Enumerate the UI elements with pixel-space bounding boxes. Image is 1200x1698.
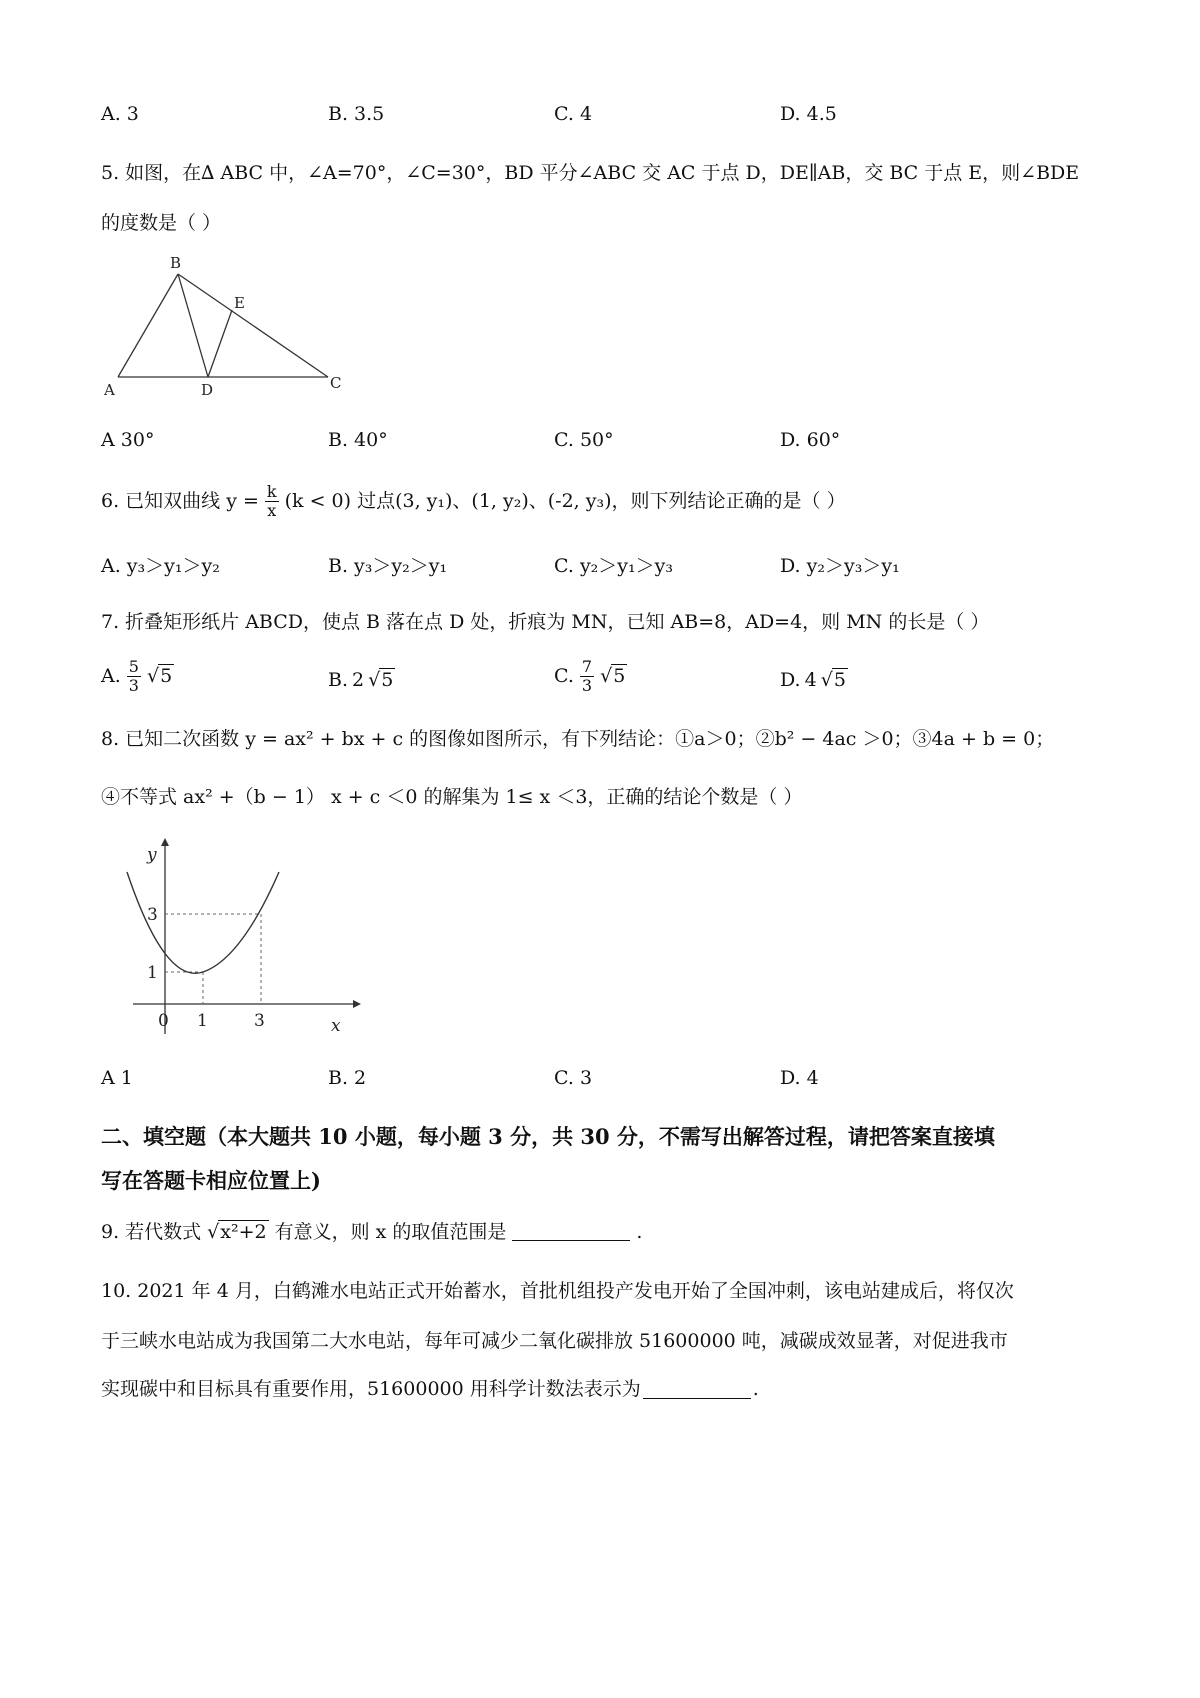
q5-text-line1: 5. 如图，在∆ ABC 中，∠A=70°，∠C=30°，BD 平分∠ABC 交 AC 于点 D，DE∥AB，交 BC 于点 E，则∠BDE — [101, 162, 1080, 184]
q5-option-b: B. 40° — [328, 429, 388, 451]
q5-option-c: C. 50° — [554, 429, 614, 451]
q8-text-line2: ④不等式 ax² +（b − 1） x + c ＜0 的解集为 1≤ x ＜3，正确的结论个数是（ ） — [101, 786, 803, 808]
x-axis-arrow — [353, 1000, 361, 1008]
q7-option-a-radicand: 5 — [160, 665, 173, 688]
q8-text-line1: 8. 已知二次函数 y = ax² + bx + c 的图像如图所示，有下列结论：①a＞0；②b² − 4ac ＞0；③4a + b = 0； — [101, 728, 1055, 750]
q10-text-line3 — [101, 1378, 759, 1401]
q7-option-d-label: D. — [780, 668, 801, 691]
q9-prefix: 9. 若代数式 — [101, 1220, 202, 1243]
q6-frac-num: k — [266, 482, 277, 501]
q7-option-b-label: B. — [328, 668, 349, 691]
q7-option-c-radicand: 5 — [613, 665, 626, 688]
q9-sqrt: √x²+2 — [207, 1221, 267, 1243]
q5-option-d: D. 60° — [780, 429, 841, 451]
q7-option-c-fraction — [580, 658, 594, 694]
q7-option-a-num: 5 — [128, 657, 139, 676]
section2-heading-line1: 二、填空题（本大题共 10 小题，每小题 3 分，共 30 分，不需写出解答过程，请把答案直接填 — [101, 1124, 995, 1149]
y-axis-label: y — [147, 845, 157, 865]
section2-heading-line2: 写在答题卡相应位置上) — [101, 1168, 321, 1193]
segment-bd — [178, 274, 208, 377]
q7-option-a — [101, 658, 174, 694]
origin-label: 0 — [158, 1011, 169, 1031]
q6-option-d: D. y₂＞y₃＞y₁ — [780, 555, 900, 577]
q10-text-line1: 10. 2021 年 4 月，白鹤滩水电站正式开始蓄水，首批机组投产发电开始了全国冲刺，该电站建成后，将仅次 — [101, 1280, 1014, 1302]
edge-bc — [178, 274, 328, 377]
q7-option-b-radicand: 5 — [381, 669, 394, 691]
y-axis-arrow — [161, 838, 169, 846]
q7-option-d — [780, 668, 848, 692]
q10-line3-text: 实现碳中和目标具有重要作用，51600000 用科学计数法表示为 — [101, 1378, 641, 1400]
q5-text-line2: 的度数是（ ） — [101, 212, 222, 234]
x-axis-label: x — [331, 1016, 341, 1036]
q7-option-c-den: 3 — [581, 675, 593, 695]
q6-option-b: B. y₃＞y₂＞y₁ — [328, 555, 448, 577]
label-a: A — [104, 381, 115, 399]
q10-answer-blank[interactable] — [643, 1380, 751, 1399]
q10-end: . — [752, 1378, 759, 1400]
q8-option-c: C. 3 — [554, 1067, 593, 1089]
label-c: C — [330, 374, 342, 392]
segment-de — [208, 310, 232, 377]
q7-option-a-label: A. — [101, 664, 121, 687]
q6-fraction — [265, 483, 279, 519]
edge-ab — [118, 274, 178, 377]
q5-triangle-figure — [100, 252, 360, 402]
q8-option-b: B. 2 — [328, 1067, 367, 1089]
q7-option-c-sqrt: √5 — [600, 665, 626, 688]
q7-option-a-sqrt: √5 — [146, 665, 173, 688]
q8-parabola-figure — [115, 838, 365, 1043]
q6-text — [101, 483, 846, 519]
q4-option-b: B. 3.5 — [328, 103, 385, 125]
q4-option-a: A. 3 — [101, 103, 139, 125]
x-tick-1: 1 — [197, 1011, 208, 1031]
q7-option-d-radicand: 5 — [833, 669, 846, 691]
x-tick-3: 3 — [254, 1011, 265, 1031]
label-d: D — [201, 381, 214, 399]
label-b: B — [170, 254, 182, 272]
q6-option-c: C. y₂＞y₁＞y₃ — [554, 555, 673, 577]
q7-option-c-label: C. — [554, 664, 574, 687]
q7-option-a-fraction — [127, 658, 141, 694]
q7-option-b-coef: 2 — [352, 668, 365, 691]
q7-option-d-coef: 4 — [804, 668, 817, 691]
q9-radicand: x²+2 — [220, 1221, 267, 1243]
q7-option-c-num: 7 — [581, 657, 593, 676]
label-e: E — [234, 294, 245, 312]
q6-frac-den: x — [267, 500, 277, 520]
q7-option-b — [328, 668, 395, 692]
q7-option-a-den: 3 — [128, 675, 139, 695]
q10-text-line2: 于三峡水电站成为我国第二大水电站，每年可减少二氧化碳排放 51600000 吨，减碳成效显著，对促进我市 — [101, 1330, 1008, 1352]
q7-option-d-sqrt: √5 — [820, 669, 846, 691]
q4-option-c: C. 4 — [554, 103, 593, 125]
q4-option-d: D. 4.5 — [780, 103, 837, 125]
q9-suffix: 有意义，则 x 的取值范围是 — [274, 1220, 507, 1243]
q8-option-d: D. 4 — [780, 1067, 819, 1089]
q8-option-a: A 1 — [101, 1067, 133, 1089]
q7-option-c — [554, 658, 627, 694]
y-tick-3: 3 — [147, 905, 158, 925]
q7-option-b-sqrt: √5 — [368, 669, 394, 691]
q9-answer-blank[interactable] — [512, 1222, 630, 1241]
q6-prefix: 6. 已知双曲线 y = — [101, 489, 259, 512]
y-tick-1: 1 — [147, 963, 158, 983]
q6-option-a: A. y₃＞y₁＞y₂ — [101, 555, 220, 577]
q7-text: 7. 折叠矩形纸片 ABCD，使点 B 落在点 D 处，折痕为 MN，已知 AB=8，AD=4，则 MN 的长是（ ） — [101, 611, 990, 633]
q6-suffix: (k < 0) 过点(3, y₁)、(1, y₂)、(-2, y₃)，则下列结论正确的是（ ） — [284, 489, 846, 512]
q9-end: . — [636, 1220, 643, 1243]
q5-option-a: A 30° — [101, 429, 155, 451]
q9-text — [101, 1220, 642, 1244]
